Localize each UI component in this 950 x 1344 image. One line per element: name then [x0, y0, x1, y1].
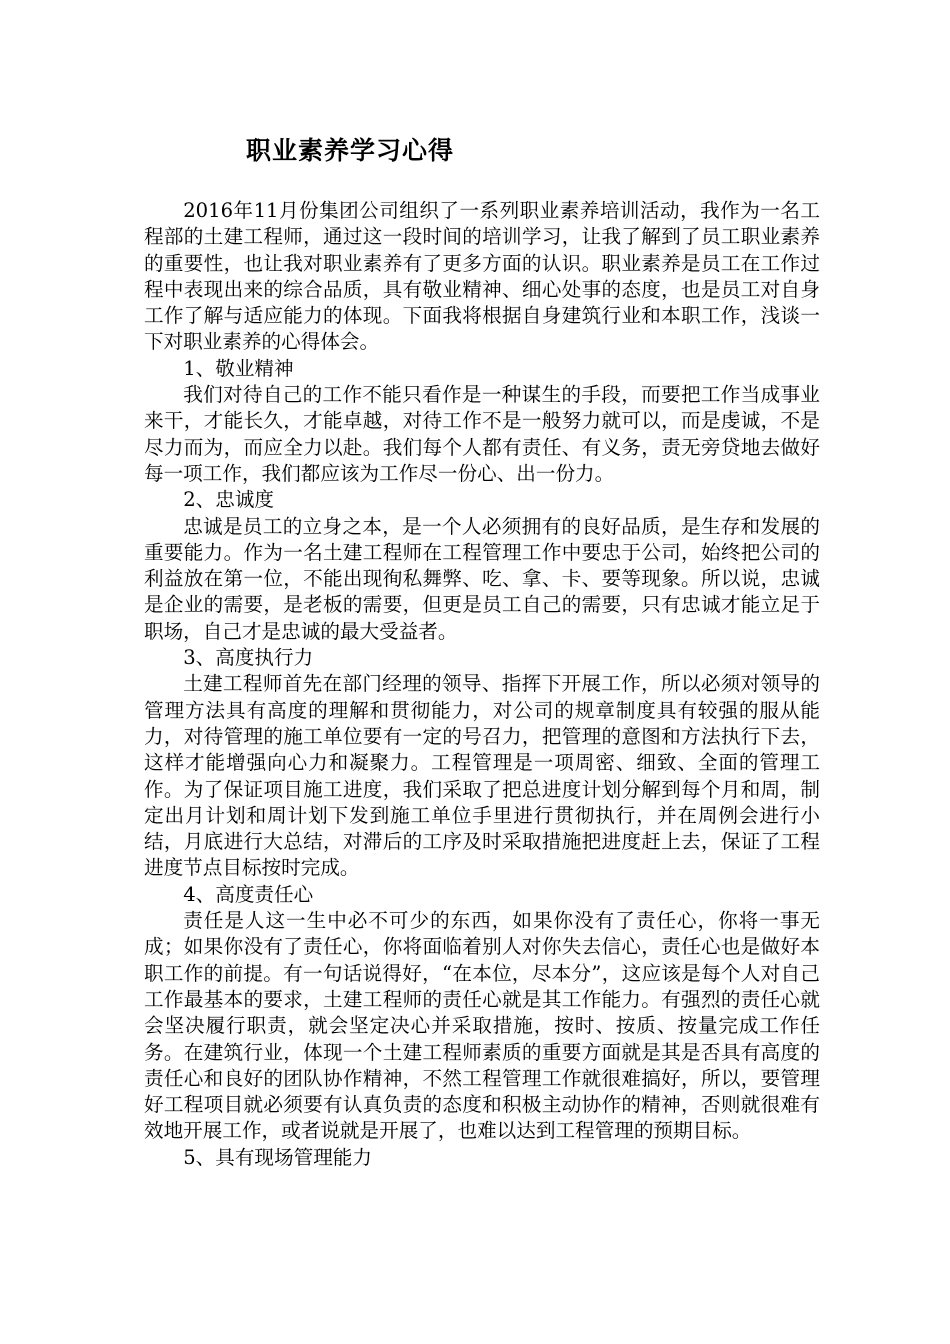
- section-heading: 2、忠诚度: [183, 488, 275, 512]
- section-paragraph: 责任是人这一生中必不可少的东西，如果你没有了责任心，你将一事无成；如果你没有了责任心，你将面临着别人对你失去信心，责任心也是做好本职工作的前提。有一句话说得好，“在本位，尽本分”，这应该是每个人对自己工作最基本的要求，土建工程师的责任心就是其工作能力。有强烈的责任心就会坚决履行职责，就会坚定决心并采取措施，按时、按质、按量完成工作任务。在建筑行业，体现一个土建工程师素质的重要方面就是其是否具有高度的责任心和良好的团队协作精神，不然工程管理工作就很难搞好，所以，要管理好工程项目就必须要有认真负责的态度和积极主动协作的精神，否则就很难有效地开展工作，或者说就是开展了，也难以达到工程管理的预期目标。: [144, 909, 820, 1143]
- section-heading: 4、高度责任心: [183, 882, 314, 906]
- section-paragraph: 我们对待自己的工作不能只看作是一种谋生的手段，而要把工作当成事业来干，才能长久，才能卓越，对待工作不是一般努力就可以，而是虔诚，不是尽力而为，而应全力以赴。我们每个人都有责任、有义务，责无旁贷地去做好每一项工作，我们都应该为工作尽一份心、出一份力。: [144, 383, 820, 485]
- section-paragraph: 土建工程师首先在部门经理的领导、指挥下开展工作，所以必须对领导的管理方法具有高度的理解和贯彻能力，对公司的规章制度具有较强的服从能力，对待管理的施工单位要有一定的号召力，把管理的意图和方法执行下去，这样才能增强向心力和凝聚力。工程管理是一项周密、细致、全面的管理工作。为了保证项目施工进度，我们采取了把总进度计划分解到每个月和周，制定出月计划和周计划下发到施工单位手里进行贯彻执行，并在周例会进行小结，月底进行大总结，对滞后的工序及时采取措施把进度赶上去，保证了工程进度节点目标按时完成。: [144, 672, 820, 880]
- document-body: [144, 198, 820, 1171]
- section-paragraph: 忠诚是员工的立身之本，是一个人必须拥有的良好品质，是生存和发展的重要能力。作为一名土建工程师在工程管理工作中要忠于公司，始终把公司的利益放在第一位，不能出现徇私舞弊、吃、拿、卡、要等现象。所以说，忠诚是企业的需要，是老板的需要，但更是员工自己的需要，只有忠诚才能立足于职场，自己才是忠诚的最大受益者。: [144, 514, 820, 643]
- section-heading: 5、具有现场管理能力: [183, 1145, 372, 1169]
- section-heading: 3、高度执行力: [183, 646, 314, 670]
- document-title: 职业素养学习心得: [246, 136, 455, 165]
- intro-paragraph: 2016年11月份集团公司组织了一系列职业素养培训活动，我作为一名工程部的土建工程师，通过这一段时间的培训学习，让我了解到了员工职业素养的重要性，也让我对职业素养有了更多方面的认识。职业素养是员工在工作过程中表现出来的综合品质，具有敬业精神、细心处事的态度，也是员工对自身工作了解与适应能力的体现。下面我将根据自身建筑行业和本职工作，浅谈一下对职业素养的心得体会。: [144, 199, 820, 354]
- section-heading: 1、敬业精神: [183, 356, 294, 380]
